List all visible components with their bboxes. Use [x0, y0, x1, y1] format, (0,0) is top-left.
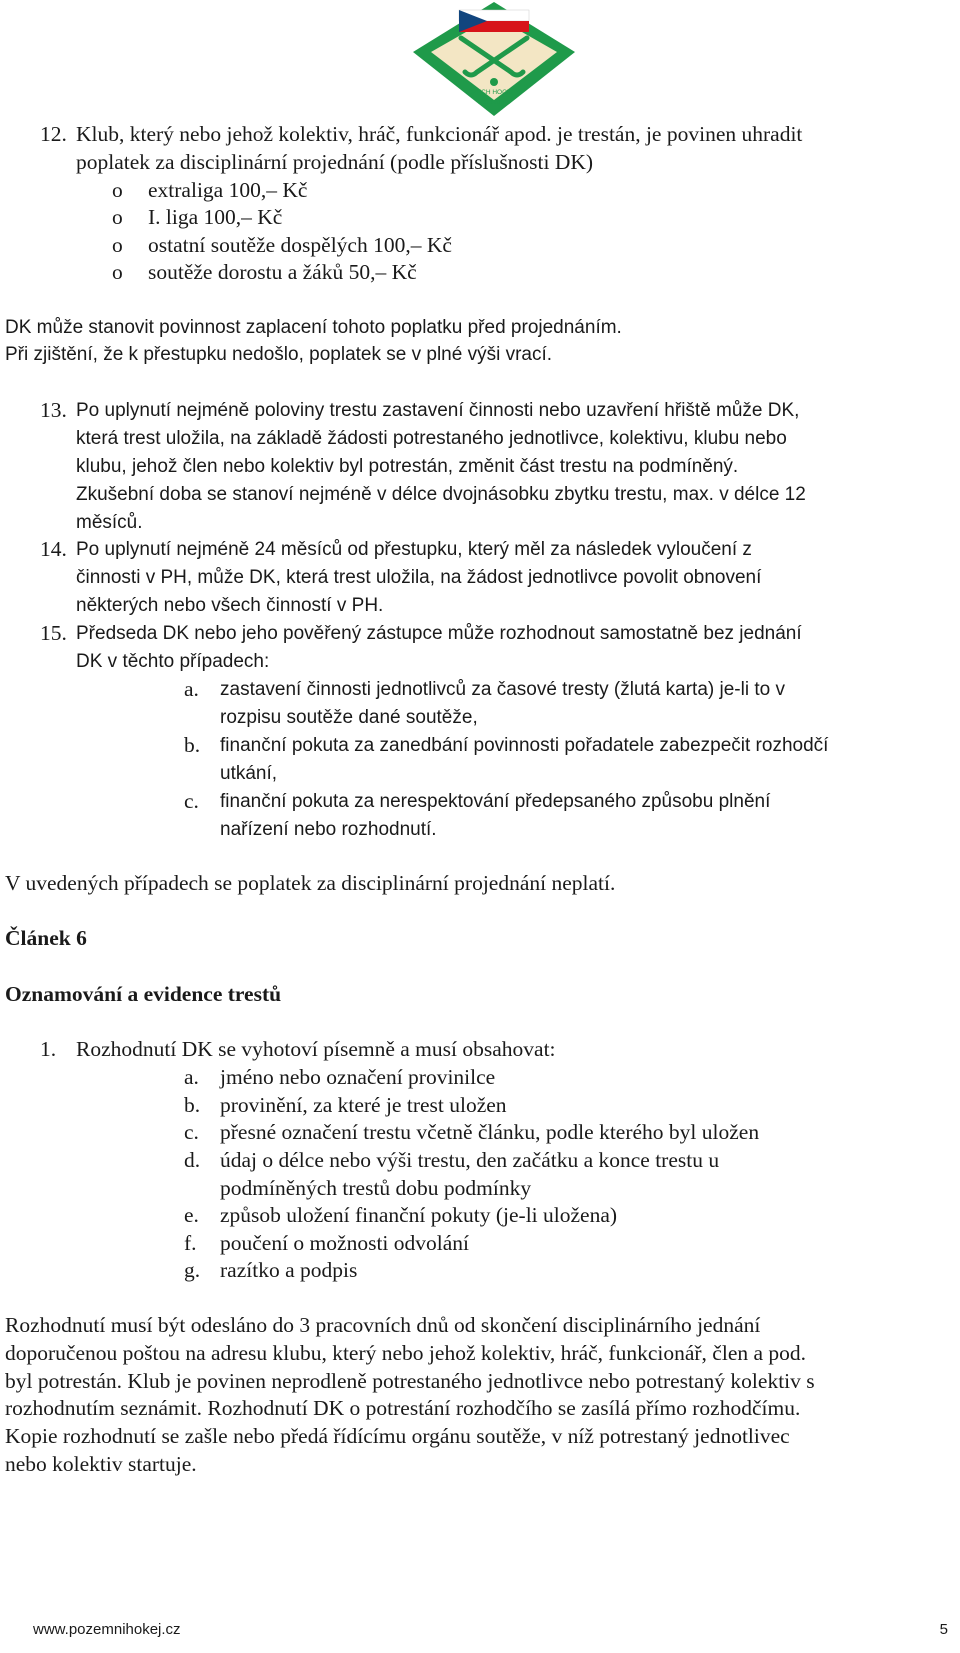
fee-youth-competitions: soutěže dorostu a žáků 50,– Kč: [148, 260, 417, 284]
item13-line: Zkušební doba se stanoví nejméně v délce dvojnásobku zbytku trestu, max. v délce 12: [76, 484, 806, 505]
ball-icon: [490, 78, 498, 86]
bullet-mark: o: [112, 260, 123, 284]
item15-line: DK v těchto případech:: [76, 651, 270, 672]
item13-line: měsíců.: [76, 512, 143, 533]
item12-line1: Klub, který nebo jehož kolektiv, hráč, funkcionář apod. je trestán, je povinen uhradit: [76, 122, 803, 146]
fee-extraliga: extraliga 100,– Kč: [148, 178, 308, 202]
bullet-mark: o: [112, 178, 123, 202]
bullet-mark: o: [112, 233, 123, 257]
item13-line: Po uplynutí nejméně poloviny trestu zastavení činnosti nebo uzavření hřiště může DK,: [76, 400, 800, 421]
bullet-mark: o: [112, 205, 123, 229]
decision-intro: Rozhodnutí DK se vyhotoví písemně a musí obsahovat:: [76, 1037, 556, 1061]
decision-item: provinění, za které je trest uložen: [220, 1093, 507, 1117]
decision-letter: f.: [184, 1231, 197, 1255]
logo-top-text: CZECH HOCKEY: [468, 89, 520, 96]
subitem-text: utkání,: [220, 763, 278, 784]
subitem-letter: a.: [184, 677, 199, 701]
article-subtitle: Oznamování a evidence trestů: [5, 982, 282, 1006]
decision-item: poučení o možnosti odvolání: [220, 1231, 470, 1255]
footer-url: www.pozemnihokej.cz: [33, 1621, 181, 1638]
decision-item: způsob uložení finanční pokuty (je-li uložena): [220, 1203, 618, 1227]
fee-first-league: I. liga 100,– Kč: [148, 205, 283, 229]
item14-number: 14.: [40, 537, 67, 561]
subitem-text: zastavení činnosti jednotlivců za časové tresty (žlutá karta) je-li to v: [220, 679, 785, 700]
subitem-text: nařízení nebo rozhodnutí.: [220, 819, 437, 840]
decision-letter: g.: [184, 1258, 201, 1282]
fee-adult-competitions: ostatní soutěže dospělých 100,– Kč: [148, 233, 452, 257]
item15-line: Předseda DK nebo jeho pověřený zástupce může rozhodnout samostatně bez jednání: [76, 623, 802, 644]
decision-number: 1.: [40, 1037, 57, 1061]
subitem-text: rozpisu soutěže dané soutěže,: [220, 707, 478, 728]
item14-line: některých nebo všech činností v PH.: [76, 595, 384, 616]
item13-number: 13.: [40, 398, 67, 422]
page-number: 5: [939, 1621, 948, 1638]
czech-hockey-federation-logo: [409, 0, 579, 118]
item12-line2: poplatek za disciplinární projednání (podle příslušnosti DK): [76, 150, 594, 174]
subitem-text: finanční pokuta za nerespektování předepsaného způsobu plnění: [220, 791, 771, 812]
decision-item: jméno nebo označení provinilce: [220, 1065, 496, 1089]
fee-note: V uvedených případech se poplatek za disciplinární projednání neplatí.: [5, 871, 616, 895]
decision-letter: e.: [184, 1203, 199, 1227]
closing-line: Rozhodnutí musí být odesláno do 3 pracovních dnů od skončení disciplinárního jednání: [5, 1313, 761, 1337]
decision-letter: b.: [184, 1093, 201, 1117]
closing-line: nebo kolektiv startuje.: [5, 1452, 197, 1476]
item14-line: činnosti v PH, může DK, která trest uložila, na žádost jednotlivce povolit obnovení: [76, 567, 762, 588]
closing-line: byl potrestán. Klub je povinen neprodleně potrestaného jednotlivce nebo potrestaný kolektiv s: [5, 1369, 815, 1393]
item14-line: Po uplynutí nejméně 24 měsíců od přestupku, který měl za následek vyloučení z: [76, 539, 752, 560]
closing-line: Kopie rozhodnutí se zašle nebo předá řídícímu orgánu soutěže, v níž potrestaný jednotlivec: [5, 1424, 790, 1448]
decision-item-continuation: podmíněných trestů dobu podmínky: [220, 1176, 532, 1200]
closing-line: doporučenou poštou na adresu klubu, který nebo jehož kolektiv, hráč, funkcionář, člen a pod.: [5, 1341, 807, 1365]
note-line1: DK může stanovit povinnost zaplacení tohoto poplatku před projednáním.: [5, 317, 622, 338]
item12-number: 12.: [40, 122, 67, 146]
subitem-text: finanční pokuta za zanedbání povinnosti pořadatele zabezpečit rozhodčí: [220, 735, 829, 756]
decision-item: přesné označení trestu včetně článku, podle kterého byl uložen: [220, 1120, 760, 1144]
article-title: Článek 6: [5, 926, 87, 950]
decision-letter: d.: [184, 1148, 201, 1172]
decision-letter: a.: [184, 1065, 199, 1089]
logo-flag: [459, 10, 529, 32]
closing-line: rozhodnutím seznámit. Rozhodnutí DK o potrestání rozhodčího se zasílá přímo rozhodčímu.: [5, 1396, 801, 1420]
item15-number: 15.: [40, 621, 67, 645]
decision-letter: c.: [184, 1120, 199, 1144]
item13-line: klubu, jehož člen nebo kolektiv byl potrestán, změnit část trestu na podmíněný.: [76, 456, 739, 477]
decision-item: údaj o délce nebo výši trestu, den začátku a konce trestu u: [220, 1148, 720, 1172]
logo-bottom-text: FEDERATION: [478, 100, 510, 106]
decision-item: razítko a podpis: [220, 1258, 358, 1282]
item13-line: která trest uložila, na základě žádosti potrestaného jednotlivce, kolektivu, klubu nebo: [76, 428, 787, 449]
subitem-letter: c.: [184, 789, 199, 813]
subitem-letter: b.: [184, 733, 201, 757]
note-line2: Při zjištění, že k přestupku nedošlo, poplatek se v plné výši vrací.: [5, 344, 553, 365]
